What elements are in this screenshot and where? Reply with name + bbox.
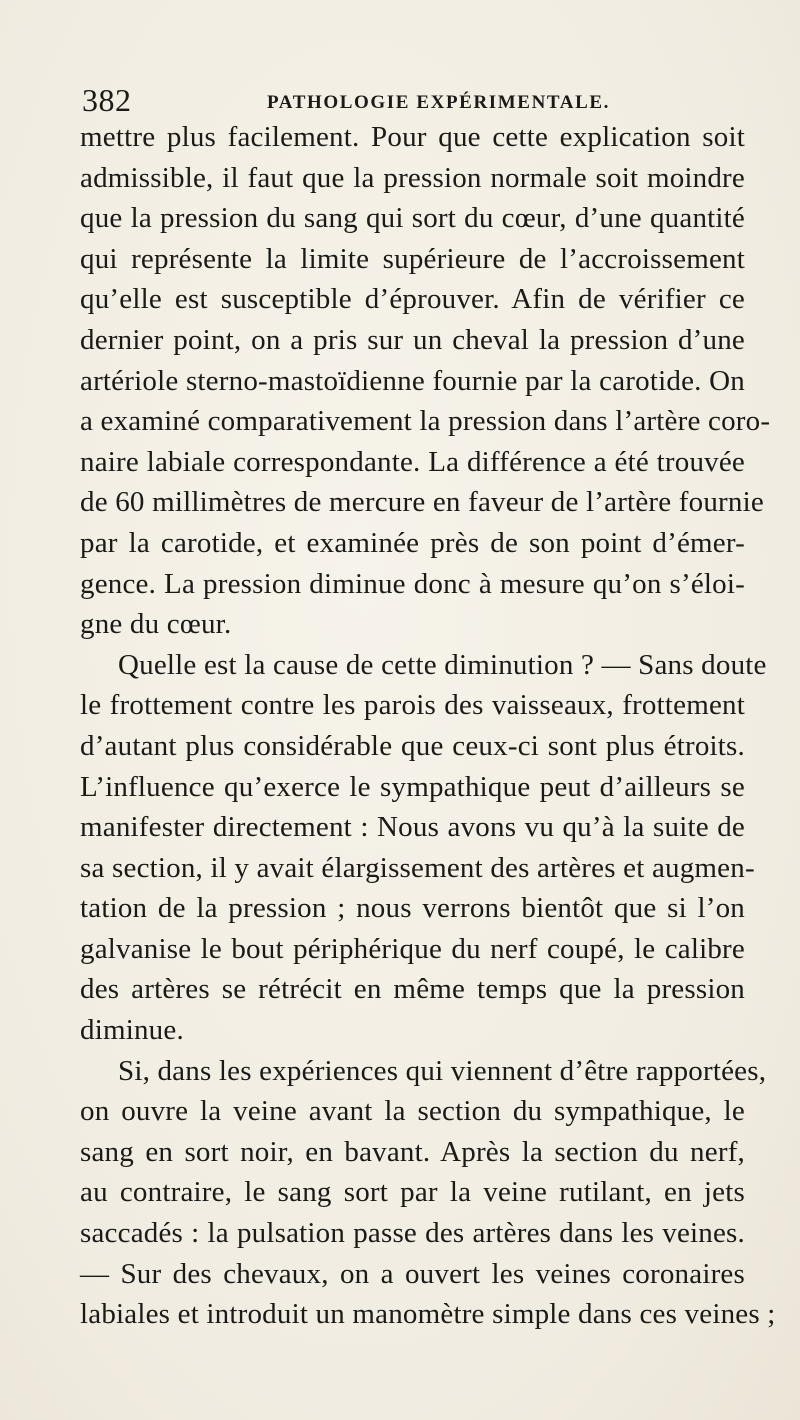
text-line: de 60 millimètres de mercure en faveur de l’artère fournie — [80, 486, 764, 519]
text-line: des artères se rétrécit en même temps que la pression — [80, 973, 745, 1006]
text-line: le frottement contre les parois des vaisseaux, frottement — [80, 689, 745, 722]
text-line: diminue. — [80, 1014, 184, 1047]
text-line: mettre plus facilement. Pour que cette explication soit — [80, 121, 745, 153]
text-line: dernier point, on a pris sur un cheval la pression d’une — [80, 323, 745, 356]
text-line: qu’elle est susceptible d’éprouver. Afin de vérifier ce — [80, 283, 745, 316]
text-line: naire labiale correspondante. La différence a été trouvée — [80, 445, 745, 478]
text-line: admissible, il faut que la pression normale soit moindre — [80, 161, 745, 194]
text-line: par la carotide, et examinée près de son point d’émer- — [80, 526, 745, 559]
text-line: — Sur des chevaux, on a ouvert les veines coronaires — [80, 1257, 745, 1290]
text-line: Quelle est la cause de cette diminution ? — Sans doute — [118, 648, 767, 681]
running-title: PATHOLOGIE EXPÉRIMENTALE. — [267, 92, 610, 113]
text-line: on ouvre la veine avant la section du sympathique, le — [80, 1095, 745, 1128]
page-number: 382 — [82, 82, 132, 118]
text-line: qui représente la limite supérieure de l’accroissement — [80, 242, 745, 275]
text-line: tation de la pression ; nous verrons bientôt que si l’on — [80, 892, 745, 925]
text-line: Si, dans les expériences qui viennent d’être rapportées, — [118, 1054, 767, 1087]
text-line: manifester directement : Nous avons vu qu’à la suite de — [80, 811, 745, 844]
text-line: sa section, il y avait élargissement des artères et augmen- — [80, 851, 755, 884]
text-line: sang en sort noir, en bavant. Après la section du nerf, — [80, 1135, 745, 1168]
text-line: artériole sterno-mastoïdienne fournie par la carotide. On — [80, 364, 745, 397]
text-line: labiales et introduit un manomètre simple dans ces veines ; — [80, 1298, 776, 1331]
page-header — [82, 82, 742, 122]
text-line: saccadés : la pulsation passe des artères dans les veines. — [80, 1217, 745, 1250]
text-line: gne du cœur. — [80, 608, 232, 641]
text-line: L’influence qu’exerce le sympathique peut d’ailleurs se — [80, 770, 745, 803]
text-line: gence. La pression diminue donc à mesure qu’on s’éloi- — [80, 567, 745, 600]
text-line: que la pression du sang qui sort du cœur, d’une quantité — [80, 202, 745, 235]
text-line: a examiné comparativement la pression dans l’artère coro- — [80, 405, 771, 438]
body-text — [80, 117, 776, 1335]
text-line: au contraire, le sang sort par la veine rutilant, en jets — [80, 1176, 745, 1209]
text-line: d’autant plus considérable que ceux-ci sont plus étroits. — [80, 729, 745, 762]
text-line: galvanise le bout périphérique du nerf coupé, le calibre — [80, 932, 745, 965]
